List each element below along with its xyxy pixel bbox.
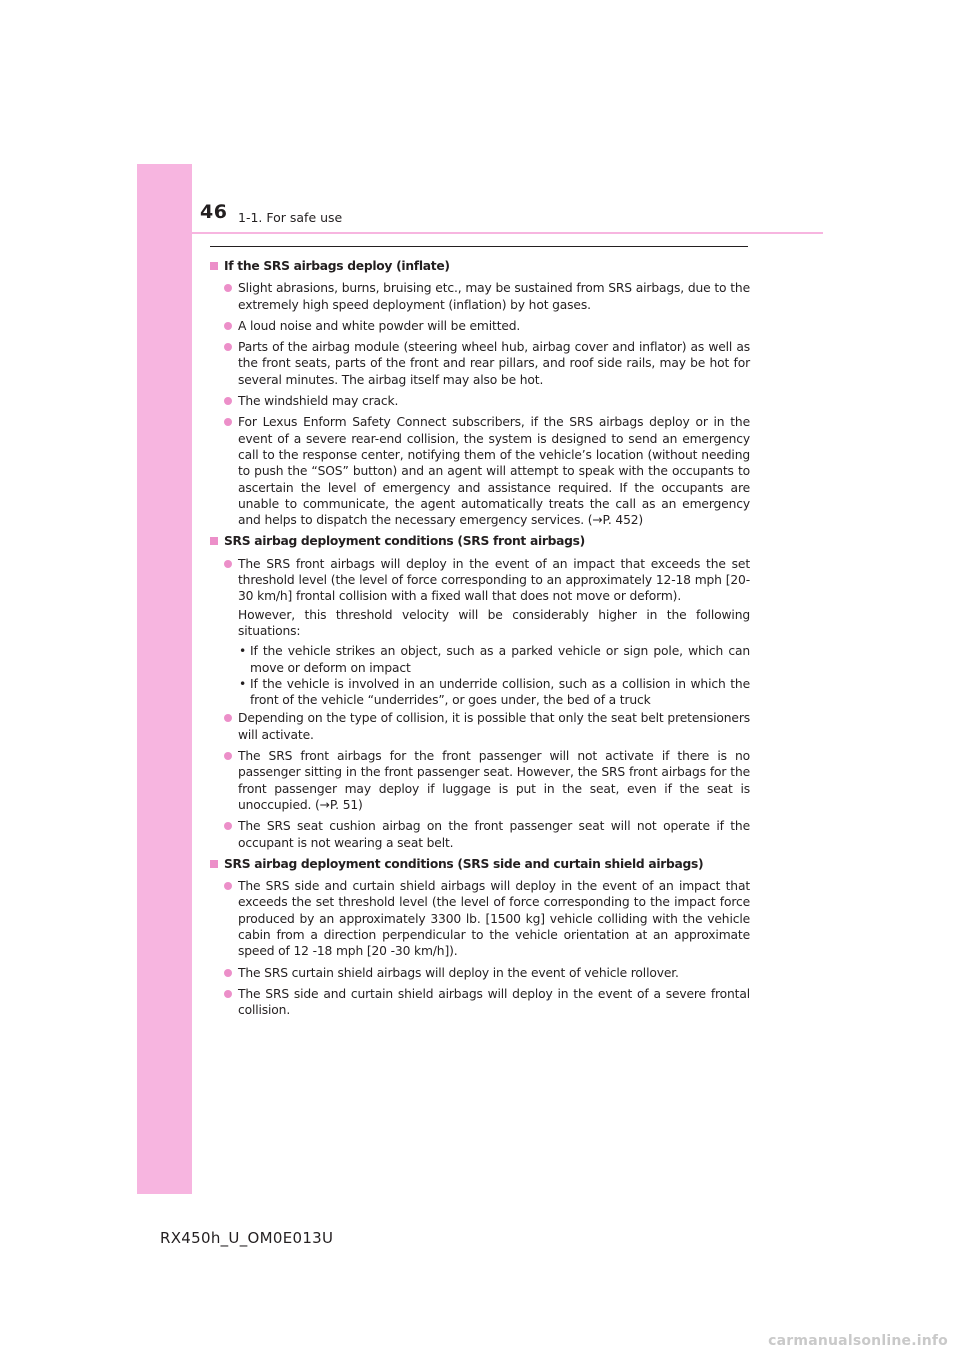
bullet-item <box>210 339 750 388</box>
content-top-rule <box>210 246 748 247</box>
header-rule <box>137 232 823 234</box>
circle-bullet-icon <box>224 990 232 998</box>
bullet-text: The SRS front airbags for the front passenger will not activate if there is no passenger sitting in the front passenger seat. However, the SRS front airbags for the front passenger may deploy if luggage is put in the seat, even if the seat is unoccupied. (→P. 51) <box>238 749 750 812</box>
bullet-text: For Lexus Enform Safety Connect subscribers, if the SRS airbags deploy or in the event of a severe rear-end collision, the system is designed to send an emergency call to the response center, notifying them of the vehicle’s location (without needing to push the “SOS” button) and an agent will attempt to speak with the occupants to ascertain the level of emergency and assistance required. If the occupants are unable to communicate, the agent automatically treats the call as an emergency and helps to dispatch the necessary emergency services. (→P. 452) <box>238 415 750 528</box>
page-number: 46 <box>200 201 228 223</box>
bullet-text: The SRS curtain shield airbags will deploy in the event of vehicle rollover. <box>238 965 679 980</box>
bullet-item <box>210 748 750 813</box>
bullet-item <box>210 965 750 981</box>
bullet-text: The windshield may crack. <box>238 394 399 409</box>
bullet-text: A loud noise and white powder will be emitted. <box>238 318 521 333</box>
content-body <box>210 258 750 1023</box>
circle-bullet-icon <box>224 322 232 330</box>
model-code: RX450h_U_OM0E013U <box>160 1229 334 1247</box>
circle-bullet-icon <box>224 752 232 760</box>
bullet-text: The SRS front airbags will deploy in the event of an impact that exceeds the set threshold level (the level of force corresponding to an approximately 12-18 mph [20-30 km/h] frontal collision with a fixed wall that does not move or deform). <box>238 556 750 604</box>
bullet-item <box>210 986 750 1019</box>
section-heading-text: SRS airbag deployment conditions (SRS front airbags) <box>224 534 585 549</box>
section-heading-text: SRS airbag deployment conditions (SRS side and curtain shield airbags) <box>224 856 704 871</box>
section-heading <box>210 533 750 549</box>
square-bullet-icon <box>210 860 218 868</box>
bullet-text: Slight abrasions, burns, bruising etc., may be sustained from SRS airbags, due to the extremely high speed deployment (inflation) by hot gases. <box>238 281 750 312</box>
circle-bullet-icon <box>224 418 232 426</box>
bullet-item <box>210 710 750 743</box>
circle-bullet-icon <box>224 714 232 722</box>
bullet-item <box>210 414 750 528</box>
sub-bullet-mark: • <box>239 676 247 691</box>
circle-bullet-icon <box>224 284 232 292</box>
bullet-item <box>210 878 750 959</box>
section-heading <box>210 258 750 274</box>
sub-list-item <box>210 643 750 676</box>
bullet-text: The SRS side and curtain shield airbags will deploy in the event of an impact that exceeds the set threshold level (the level of force corresponding to the impact force produced by an approximately 3300 lb. [1500 kg] vehicle colliding with the vehicle cabin from a direction perpendicular to the vehicle orientation at an approximate speed of 12 -18 mph [20 -30 km/h]). <box>238 879 750 959</box>
bullet-text: Depending on the type of collision, it is possible that only the seat belt pretensioners will activate. <box>238 711 750 742</box>
square-bullet-icon <box>210 537 218 545</box>
sub-bullet-mark: • <box>239 644 247 659</box>
square-bullet-icon <box>210 262 218 270</box>
bullet-item <box>210 280 750 313</box>
bullet-item <box>210 556 750 605</box>
circle-bullet-icon <box>224 343 232 351</box>
watermark: carmanualsonline.info <box>768 1333 948 1349</box>
circle-bullet-icon <box>224 397 232 405</box>
bullet-text: The SRS seat cushion airbag on the front passenger seat will not operate if the occupant is not wearing a seat belt. <box>238 819 750 850</box>
circle-bullet-icon <box>224 822 232 830</box>
sub-item-text: If the vehicle is involved in an underride collision, such as a collision in which the front of the vehicle “underrides”, or goes under, the bed of a truck <box>250 676 750 708</box>
bullet-text: The SRS side and curtain shield airbags will deploy in the event of a severe frontal collision. <box>238 986 750 1018</box>
circle-bullet-icon <box>224 882 232 890</box>
section-heading-text: If the SRS airbags deploy (inflate) <box>224 259 450 273</box>
circle-bullet-icon <box>224 560 232 568</box>
side-tab-bar <box>137 164 192 1194</box>
section-title: 1-1. For safe use <box>238 210 343 225</box>
bullet-item <box>210 818 750 851</box>
bullet-item <box>210 318 750 334</box>
section-heading <box>210 856 750 872</box>
circle-bullet-icon <box>224 969 232 977</box>
sub-item-text: If the vehicle strikes an object, such as a parked vehicle or sign pole, which can move or deform on impact <box>250 644 750 675</box>
bullet-text: Parts of the airbag module (steering wheel hub, airbag cover and inflator) as well as the front seats, parts of the front and rear pillars, and roof side rails, may be hot for several minutes. The airbag itself may also be hot. <box>238 340 750 387</box>
bullet-item <box>210 393 750 409</box>
sub-list-item <box>210 676 750 709</box>
paragraph: However, this threshold velocity will be considerably higher in the following situations: <box>238 607 750 638</box>
